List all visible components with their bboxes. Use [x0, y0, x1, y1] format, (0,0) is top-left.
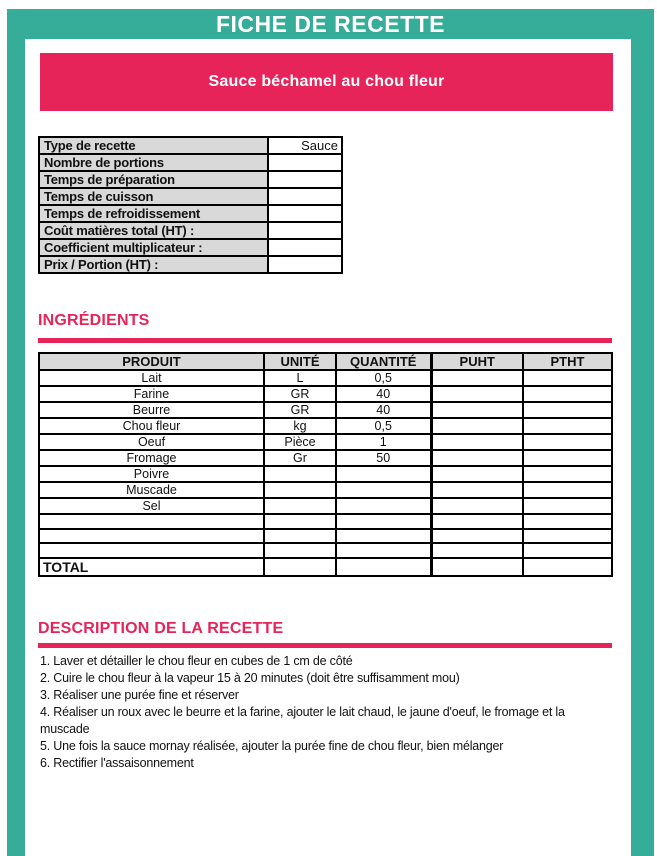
description-heading: DESCRIPTION DE LA RECETTE — [38, 620, 284, 637]
recipe-title: Sauce béchamel au chou fleur — [208, 73, 445, 90]
ingredient-ptht — [523, 434, 612, 450]
ingredient-quantite — [336, 498, 431, 514]
info-label: Type de recette — [39, 137, 268, 154]
ingredient-puht — [431, 543, 523, 558]
info-value — [268, 171, 342, 188]
ingredient-produit: Poivre — [39, 466, 264, 482]
ingredient-unite: Pièce — [264, 434, 336, 450]
ingredient-quantite: 40 — [336, 402, 431, 418]
ingredient-quantite: 40 — [336, 386, 431, 402]
ingredient-puht — [431, 482, 523, 498]
info-label: Temps de refroidissement — [39, 205, 268, 222]
ingredients-heading-underline — [38, 338, 612, 343]
description-steps — [40, 653, 614, 772]
ingredient-produit: Oeuf — [39, 434, 264, 450]
ingredient-ptht — [523, 386, 612, 402]
ingredient-row — [39, 514, 612, 529]
ingredient-unite — [264, 514, 336, 529]
ingredients-column-header: PUHT — [431, 353, 523, 370]
total-cell — [336, 558, 431, 576]
ingredient-row — [39, 466, 612, 482]
description-heading-underline — [38, 643, 612, 648]
recipe-title-banner — [40, 53, 613, 111]
ingredient-produit: Beurre — [39, 402, 264, 418]
ingredient-row — [39, 543, 612, 558]
ingredient-produit — [39, 543, 264, 558]
ingredient-unite: GR — [264, 386, 336, 402]
ingredient-row — [39, 498, 612, 514]
ingredient-puht — [431, 418, 523, 434]
ingredient-produit: Chou fleur — [39, 418, 264, 434]
ingredients-table — [38, 352, 613, 577]
info-row — [39, 222, 342, 239]
ingredient-ptht — [523, 482, 612, 498]
ingredients-header-row — [39, 353, 612, 370]
ingredient-unite — [264, 498, 336, 514]
ingredient-row — [39, 450, 612, 466]
total-row — [39, 558, 612, 576]
ingredient-ptht — [523, 466, 612, 482]
recipe-step: 1. Laver et détailler le chou fleur en cubes de 1 cm de côté — [40, 654, 353, 668]
ingredient-puht — [431, 466, 523, 482]
ingredient-unite: L — [264, 370, 336, 386]
total-cell — [523, 558, 612, 576]
ingredient-row — [39, 418, 612, 434]
ingredient-produit: Fromage — [39, 450, 264, 466]
ingredient-row — [39, 402, 612, 418]
info-label: Temps de préparation — [39, 171, 268, 188]
ingredient-ptht — [523, 498, 612, 514]
ingredient-ptht — [523, 450, 612, 466]
ingredient-quantite — [336, 482, 431, 498]
ingredient-ptht — [523, 543, 612, 558]
ingredients-column-header: QUANTITÉ — [336, 353, 431, 370]
ingredient-ptht — [523, 418, 612, 434]
ingredient-unite: GR — [264, 402, 336, 418]
ingredient-produit — [39, 514, 264, 529]
ingredient-unite: kg — [264, 418, 336, 434]
ingredient-quantite: 1 — [336, 434, 431, 450]
ingredient-puht — [431, 498, 523, 514]
ingredient-unite — [264, 543, 336, 558]
right-frame-border — [631, 9, 654, 856]
ingredient-puht — [431, 529, 523, 544]
ingredient-row — [39, 370, 612, 386]
ingredients-column-header: UNITÉ — [264, 353, 336, 370]
ingredient-ptht — [523, 529, 612, 544]
recipe-step: 4. Réaliser un roux avec le beurre et la farine, ajouter le lait chaud, le jaune d'oeuf, le fromage et la muscade — [40, 705, 565, 736]
ingredient-quantite — [336, 514, 431, 529]
recipe-info-table — [38, 136, 343, 274]
ingredient-puht — [431, 370, 523, 386]
ingredient-unite: Gr — [264, 450, 336, 466]
info-value — [268, 154, 342, 171]
info-value — [268, 222, 342, 239]
ingredient-unite — [264, 529, 336, 544]
ingredients-column-header: PRODUIT — [39, 353, 264, 370]
total-label: TOTAL — [39, 558, 264, 576]
recipe-step: 3. Réaliser une purée fine et réserver — [40, 688, 239, 702]
info-row — [39, 205, 342, 222]
ingredient-ptht — [523, 514, 612, 529]
info-value — [268, 256, 342, 273]
info-row — [39, 256, 342, 273]
info-label: Nombre de portions — [39, 154, 268, 171]
info-value — [268, 205, 342, 222]
info-label: Temps de cuisson — [39, 188, 268, 205]
ingredient-quantite — [336, 466, 431, 482]
ingredient-produit: Lait — [39, 370, 264, 386]
info-value — [268, 188, 342, 205]
ingredient-ptht — [523, 402, 612, 418]
info-row — [39, 188, 342, 205]
ingredient-puht — [431, 434, 523, 450]
ingredient-unite — [264, 482, 336, 498]
info-label: Coût matières total (HT) : — [39, 222, 268, 239]
ingredient-quantite: 0,5 — [336, 418, 431, 434]
ingredient-quantite: 50 — [336, 450, 431, 466]
ingredient-produit: Farine — [39, 386, 264, 402]
info-value — [268, 239, 342, 256]
info-row — [39, 154, 342, 171]
total-cell — [264, 558, 336, 576]
ingredient-ptht — [523, 370, 612, 386]
page-title: FICHE DE RECETTE — [215, 10, 446, 37]
ingredients-heading: INGRÉDIENTS — [38, 312, 150, 329]
ingredient-row — [39, 386, 612, 402]
info-row — [39, 171, 342, 188]
ingredient-puht — [431, 402, 523, 418]
ingredient-puht — [431, 386, 523, 402]
info-row — [39, 239, 342, 256]
total-cell — [431, 558, 523, 576]
left-frame-border — [7, 9, 25, 856]
ingredient-puht — [431, 450, 523, 466]
recipe-step: 6. Rectifier l'assaisonnement — [40, 756, 194, 770]
ingredient-produit: Sel — [39, 498, 264, 514]
ingredient-produit: Muscade — [39, 482, 264, 498]
ingredients-column-header: PTHT — [523, 353, 612, 370]
ingredient-quantite — [336, 529, 431, 544]
ingredient-quantite: 0,5 — [336, 370, 431, 386]
ingredient-row — [39, 529, 612, 544]
recipe-step: 5. Une fois la sauce mornay réalisée, ajouter la purée fine de chou fleur, bien mélanger — [40, 739, 504, 753]
info-label: Prix / Portion (HT) : — [39, 256, 268, 273]
ingredient-row — [39, 434, 612, 450]
header-band — [7, 9, 654, 39]
ingredient-quantite — [336, 543, 431, 558]
ingredient-unite — [264, 466, 336, 482]
recipe-step: 2. Cuire le chou fleur à la vapeur 15 à 20 minutes (doit être suffisamment mou) — [40, 671, 460, 685]
info-row — [39, 137, 342, 154]
info-value: Sauce — [268, 137, 342, 154]
ingredient-row — [39, 482, 612, 498]
ingredient-puht — [431, 514, 523, 529]
info-label: Coefficient multiplicateur : — [39, 239, 268, 256]
ingredient-produit — [39, 529, 264, 544]
